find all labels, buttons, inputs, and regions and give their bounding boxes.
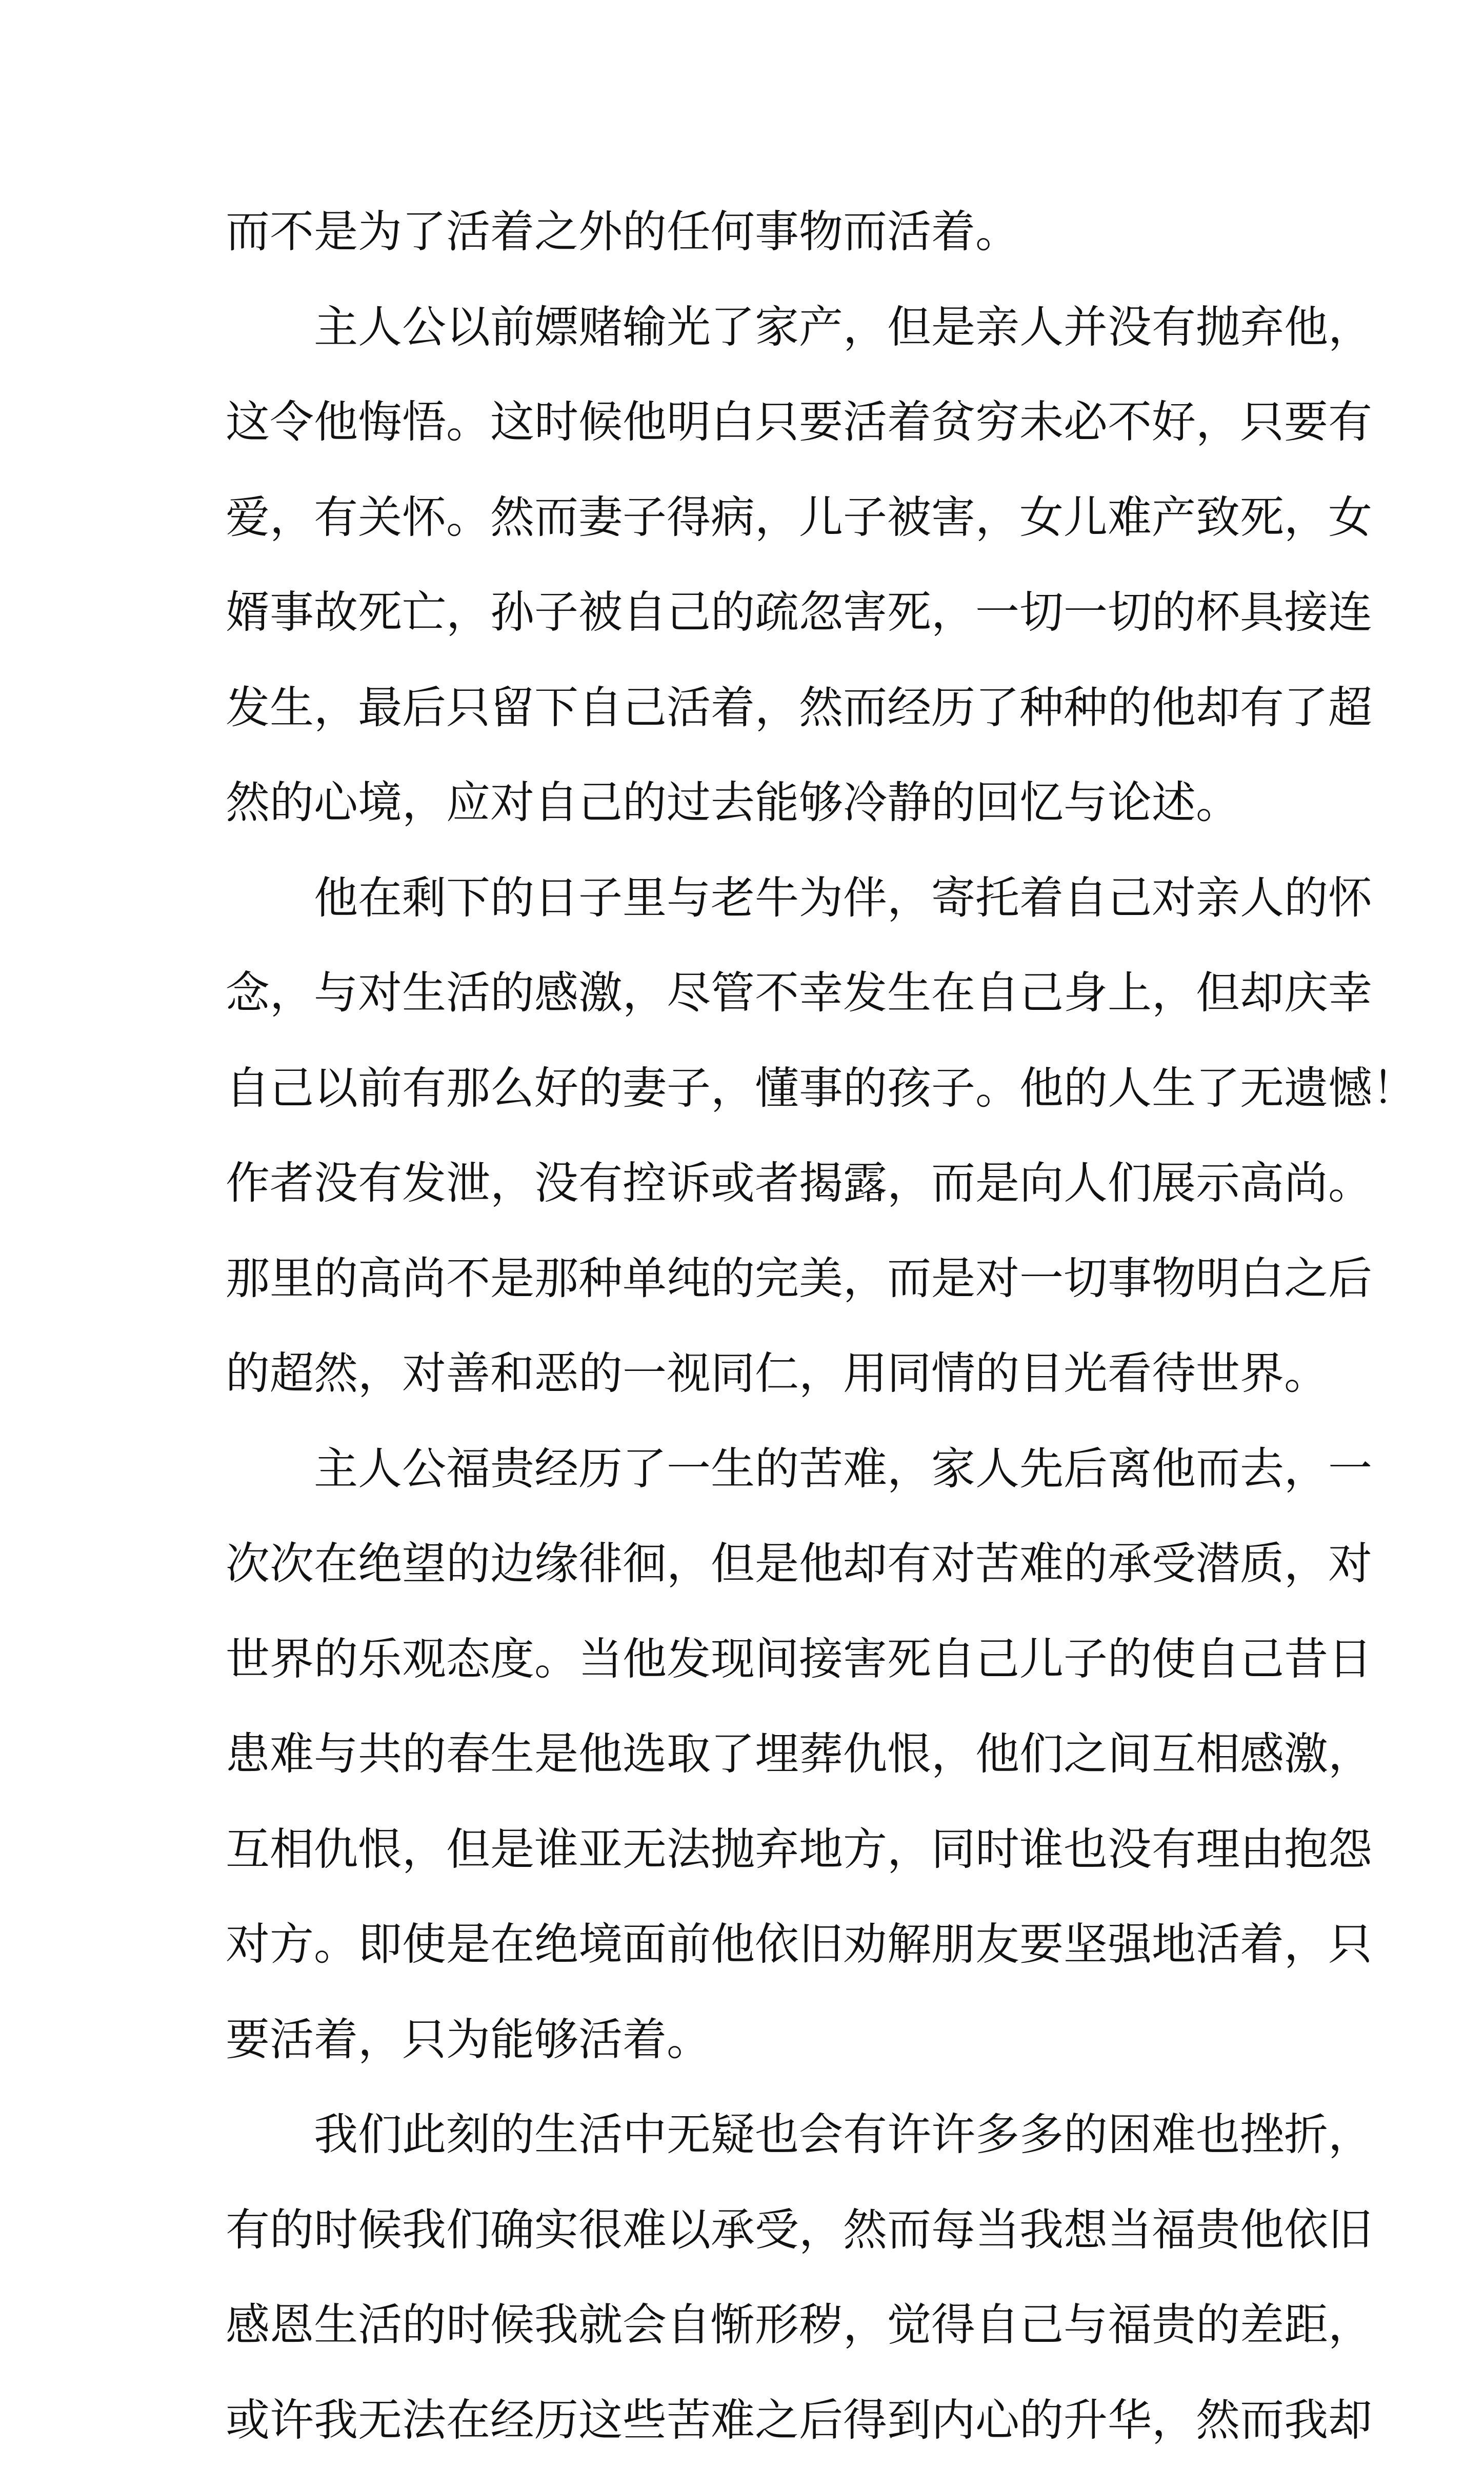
text-line: 的超然，对善和恶的一视同仁，用同情的目光看待世界。 — [226, 1326, 1272, 1422]
text-line: 对方。即使是在绝境面前他依旧劝解朋友要坚强地活着，只 — [226, 1897, 1272, 1993]
text-line: 婿事故死亡，孙子被自己的疏忽害死，一切一切的杯具接连 — [226, 565, 1272, 661]
text-line: 他在剩下的日子里与老牛为伴，寄托着自己对亲人的怀 — [226, 851, 1272, 946]
text-line: 发生，最后只留下自己活着，然而经历了种种的他却有了超 — [226, 661, 1272, 756]
text-line: 那里的高尚不是那种单纯的完美，而是对一切事物明白之后 — [226, 1231, 1272, 1327]
text-line: 要活着，只为能够活着。 — [226, 1993, 1272, 2088]
text-line: 爱，有关怀。然而妻子得病，儿子被害，女儿难产致死，女 — [226, 470, 1272, 566]
text-line: 感恩生活的时候我就会自惭形秽，觉得自己与福贵的差距， — [226, 2278, 1272, 2373]
text-line: 念，与对生活的感激，尽管不幸发生在自己身上，但却庆幸 — [226, 946, 1272, 1041]
text-line: 世界的乐观态度。当他发现间接害死自己儿子的使自己昔日 — [226, 1612, 1272, 1707]
text-line: 或许我无法在经历这些苦难之后得到内心的升华，然而我却 — [226, 2373, 1272, 2468]
text-line: 有的时候我们确实很难以承受，然而每当我想当福贵他依旧 — [226, 2183, 1272, 2278]
text-line: 这令他悔悟。这时候他明白只要活着贫穷未必不好，只要有 — [226, 375, 1272, 470]
text-line: 而不是为了活着之外的任何事物而活着。 — [226, 185, 1272, 280]
text-line: 自己以前有那么好的妻子，懂事的孩子。他的人生了无遗憾！ — [226, 1041, 1272, 1137]
text-line: 作者没有发泄，没有控诉或者揭露，而是向人们展示高尚。 — [226, 1136, 1272, 1231]
text-line: 然的心境，应对自己的过去能够冷静的回忆与论述。 — [226, 755, 1272, 851]
text-line: 我们此刻的生活中无疑也会有许许多多的困难也挫折， — [226, 2087, 1272, 2183]
text-line: 次次在绝望的边缘徘徊，但是他却有对苦难的承受潜质，对 — [226, 1517, 1272, 1612]
text-line: 互相仇恨，但是谁亚无法抛弃地方，同时谁也没有理由抱怨 — [226, 1802, 1272, 1898]
text-line: 主人公以前嫖赌输光了家产，但是亲人并没有抛弃他， — [226, 280, 1272, 375]
text-line: 主人公福贵经历了一生的苦难，家人先后离他而去，一 — [226, 1422, 1272, 1517]
text-line: 患难与共的春生是他选取了埋葬仇恨，他们之间互相感激， — [226, 1707, 1272, 1802]
document-body — [226, 185, 1272, 2468]
